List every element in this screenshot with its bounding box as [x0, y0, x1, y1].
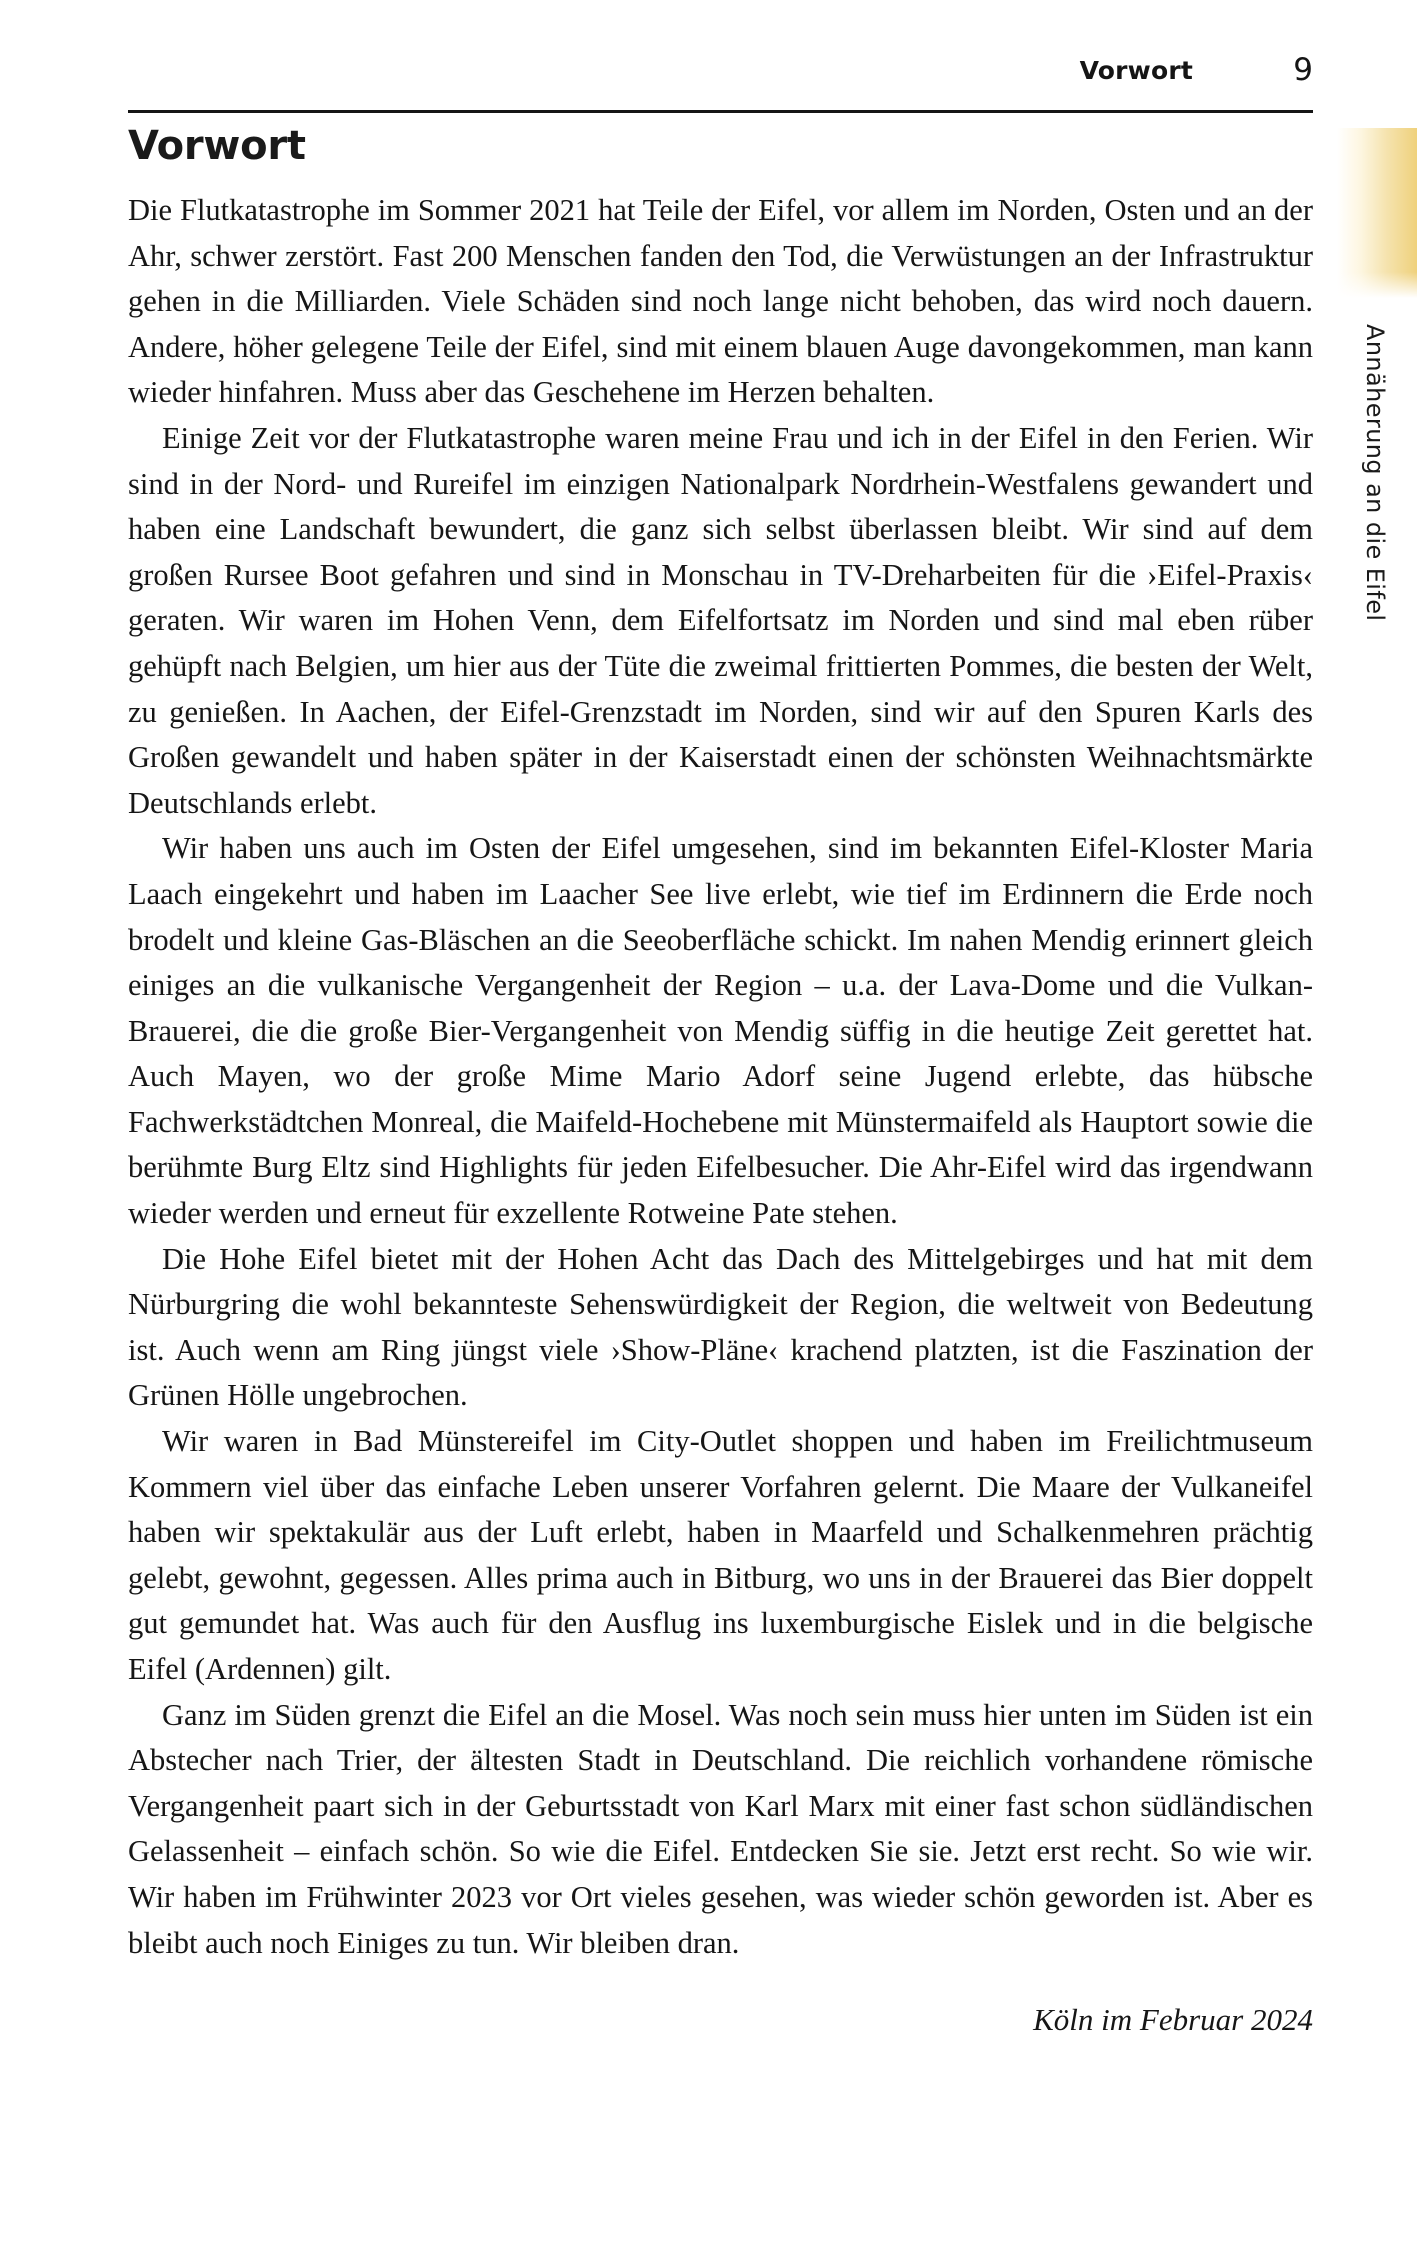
thumb-index [1337, 128, 1417, 828]
paragraph: Die Flutkatastrophe im Sommer 2021 hat Teile der Eifel, vor allem im Norden, Osten und an der Ahr, schwer zerstört. Fast 200 Menschen fanden den Tod, die Verwüstungen an der Infrastruktur gehen in die Milliarden. Viele Schäden sind noch lange nicht behoben, das wird noch dauern. Andere, höher gelegene Teile der Eifel, sind mit einem blauen Auge davongekommen, man kann wieder hinfahren. Muss aber das Geschehene im Herzen behalten. [128, 193, 1313, 410]
paragraph: Die Hohe Eifel bietet mit der Hohen Acht das Dach des Mittelgebirges und hat mit dem Nürburgring die wohl bekannteste Sehenswürdigkeit der Region, die weltweit von Bedeutung ist. Auch wenn am Ring jüngst viele ›Show-Pläne‹ krachend platzten, ist die Faszination der Grünen Hölle ungebrochen. [128, 1241, 1313, 1413]
page-number: 9 [1293, 52, 1313, 88]
paragraph: Wir waren in Bad Münstereifel im City-Outlet shoppen und haben im Freilichtmuseum Kommern viel über das einfache Leben unserer Vorfahren gelernt. Die Maare der Vulkaneifel haben wir spektakulär aus der Luft erlebt, haben in Maarfeld und Schalkenmehren prächtig gelebt, gewohnt, gegessen. Alles prima auch in Bitburg, wo uns in der Brauerei das Bier doppelt gut gemundet hat. Was auch für den Ausflug ins luxemburgische Eislek und in die belgische Eifel (Ardennen) gilt. [128, 1424, 1313, 1686]
paragraph: Einige Zeit vor der Flutkatastrophe waren meine Frau und ich in der Eifel in den Ferien. Wir sind in der Nord- und Rureifel im einzigen Nationalpark Nordrhein-Westfalens gewandert und haben eine Landschaft bewundert, die ganz sich selbst überlassen bleibt. Wir sind auf dem großen Rursee Boot gefahren und sind in Monschau in TV-Dreharbeiten für die ›Eifel-Praxis‹ geraten. Wir waren im Hohen Venn, dem Eifelfortsatz im Norden und sind mal eben rüber gehüpft nach Belgien, um hier aus der Tüte die zweimal frittierten Pommes, die besten der Welt, zu genießen. In Aachen, der Eifel-Grenzstadt im Norden, sind wir auf den Spuren Karls des Großen gewandelt und haben später in der Kaiserstadt einen der schönsten Weihnachtsmärkte Deutschlands erlebt. [128, 420, 1313, 820]
thumb-index-label: Annäherung an die Eifel [1361, 324, 1389, 622]
header-rule-divider [128, 110, 1313, 113]
running-head [128, 52, 1313, 112]
paragraph: Wir haben uns auch im Osten der Eifel umgesehen, sind im bekannten Eifel-Kloster Maria Laach eingekehrt und haben im Laacher See live erlebt, wie tief im Erdinnern die Erde noch brodelt und kleine Gas-Bläschen an die Seeoberfläche schickt. Im nahen Mendig erinnert gleich einiges an die vulkanische Vergangenheit der Region – u.a. der Lava-Dome und die Vulkan-Brauerei, die die große Bier-Vergangenheit von Mendig süffig in die heutige Zeit gerettet hat. Auch Mayen, wo der große Mime Mario Adorf seine Jugend erlebte, das hübsche Fachwerkstädtchen Monreal, die Maifeld-Hochebene mit Münstermaifeld als Hauptort sowie die berühmte Burg Eltz sind Highlights für jeden Eifelbesucher. Die Ahr-Eifel wird das irgendwann wieder werden und erneut für exzellente Rotweine Pate stehen. [128, 831, 1313, 1231]
running-head-title: Vorwort [1079, 56, 1193, 85]
page-content [128, 122, 1313, 2040]
signature-line: Köln im Februar 2024 [1033, 2002, 1313, 2038]
thumb-index-tab [1337, 128, 1417, 298]
body-copy [128, 188, 1313, 1966]
page-title: Vorwort [128, 123, 306, 169]
paragraph: Ganz im Süden grenzt die Eifel an die Mosel. Was noch sein muss hier unten im Süden ist ein Abstecher nach Trier, der ältesten Stadt in Deutschland. Die reichlich vorhandene römische Vergangenheit paart sich in der Geburtsstadt von Karl Marx mit einer fast schon südländischen Gelassenheit – einfach schön. So wie die Eifel. Entdecken Sie sie. Jetzt erst recht. So wie wir. Wir haben im Frühwinter 2023 vor Ort vieles gesehen, was wieder schön geworden ist. Aber es bleibt auch noch Einiges zu tun. Wir bleiben dran. [128, 1697, 1313, 1960]
